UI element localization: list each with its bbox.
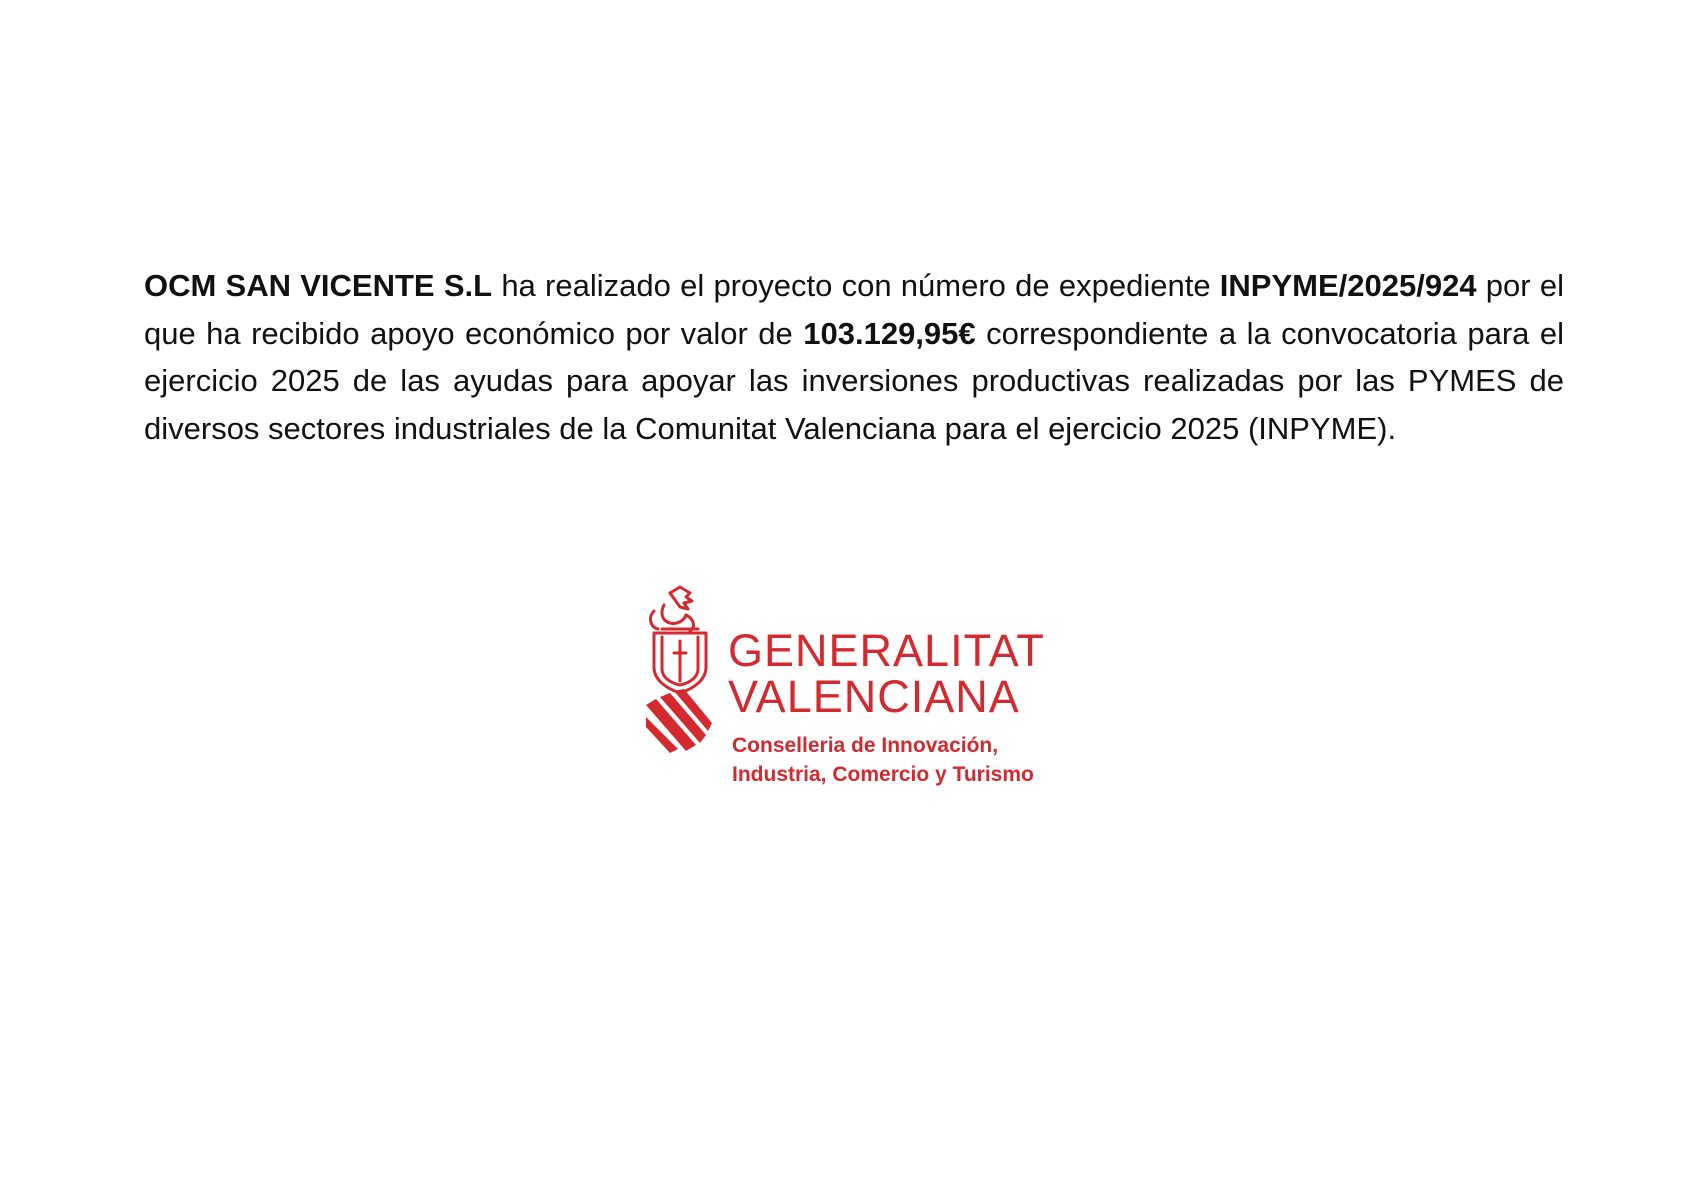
notice-text-2: por el que ha recibido apoyo económico por valor de: [144, 268, 1564, 351]
department-line-2: Industria, Comercio y Turismo: [732, 763, 1034, 786]
funding-notice-paragraph: [144, 262, 1564, 452]
notice-text-3: correspondiente a la convocatoria para el ejercicio 2025 de las ayudas para apoyar las inversiones productivas realizadas por las PYMES de diversos sectores industriales de la Comunitat Valenciana para el ejercicio 2025 (INPYME).: [144, 315, 1564, 446]
department-line-1: Conselleria de Innovación,: [732, 734, 999, 757]
generalitat-valenciana-logo: [640, 585, 1060, 785]
company-name: OCM SAN VICENTE S.L: [144, 268, 493, 303]
coat-of-arms-icon: [640, 585, 720, 755]
funding-amount: 103.129,95€: [803, 315, 976, 351]
department-name: [732, 731, 1034, 789]
logo-text-generalitat: GENERALITAT: [728, 625, 1045, 676]
expediente-number: INPYME/2025/924: [1219, 268, 1477, 303]
notice-text-1: ha realizado el proyecto con número de expediente: [492, 268, 1220, 303]
logo-text-valenciana: VALENCIANA: [728, 671, 1020, 722]
